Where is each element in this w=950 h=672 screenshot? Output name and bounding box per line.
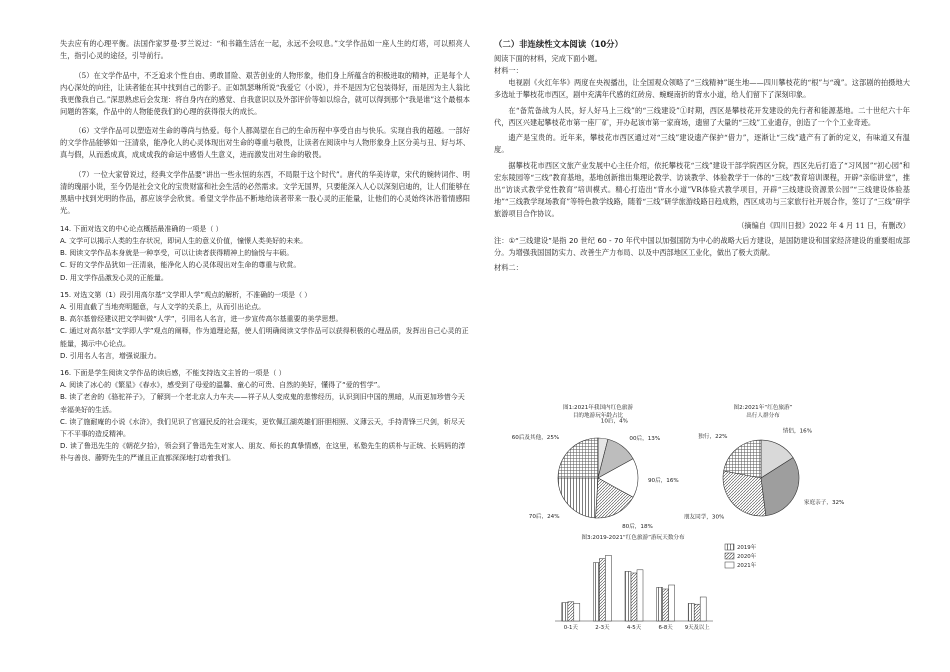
chart-1-age-pie bbox=[511, 400, 679, 540]
material-1-paragraph-3: 遗产是宝贵的。近年来，攀枝花市西区通过对“三线”建设遗产保护“借力”，逐渐让“三线”遗产有了新的定义，有味道又有温度。 bbox=[494, 133, 910, 155]
question-14: 14. 下面对选文的中心论点概括最准确的一项是（ ） bbox=[60, 224, 223, 233]
pie-label-4: 80后，18% bbox=[622, 523, 653, 530]
bar-category-label: 0-1天 bbox=[563, 625, 578, 631]
pie-label-2: 家庭亲子，32% bbox=[803, 500, 845, 507]
q15-option-b: B. 高尔基曾经建议把文学叫做“人学”，引用名人名言，进一步宣传高尔基重要的美学思想。 bbox=[60, 315, 343, 324]
pie-title-line-2: 目的地游玩年龄占比 bbox=[572, 413, 624, 419]
material-1-source: （摘编自《四川日报》2022 年 4 月 11 日，有删改） bbox=[737, 220, 910, 230]
q16-option-a: A. 阅读了冰心的《繁星》《春水》，感受到了母爱的温馨、童心的可贵、自然的美好，懂得了“爱的哲学”。 bbox=[60, 381, 385, 390]
bar-5-1 bbox=[688, 603, 694, 621]
right-column bbox=[494, 38, 910, 273]
question-15: 15. 对选文第（1）段引用高尔基“文学即人学”观点的解析，不准确的一项是（ ） bbox=[60, 290, 312, 299]
pie-label-3: 朋友同学，30% bbox=[683, 514, 725, 521]
bar-category-label: 2-3天 bbox=[595, 625, 610, 631]
question-16: 16. 下面是学生阅读文学作品的读后感，不能支持选文主旨的一项是（ ） bbox=[60, 369, 286, 378]
bar-3-2 bbox=[631, 573, 637, 621]
bar-2-1 bbox=[593, 563, 599, 621]
material-1-label: 材料一： bbox=[494, 65, 523, 75]
legend-swatch-1 bbox=[725, 544, 734, 550]
section-title: （二）非连续性文本阅读（10分） bbox=[494, 39, 623, 49]
footnote: 注：①“三线建设”是指 20 世纪 60 - 70 年代中国以加强国防为中心的战略大后方建设，是国防建设和国家经济建设的重要组成部分。为增强我国国防实力、改善生产力布局、以及中西部地区工业化，做出了极大贡献。 bbox=[494, 235, 910, 257]
q15-option-c: C. 通过对高尔基“文学即人学”观点的阐释，作为道理论据，使人们明确阅读文学作品可以获得积极的心理品质，发挥出自己心灵的正能量，揭示中心论点。 bbox=[60, 327, 469, 348]
pie-slice-6 bbox=[558, 438, 598, 478]
pie-label-1: 10后，4% bbox=[600, 418, 628, 425]
q16-option-c: C. 读了施耐庵的小说《水浒》，我们见识了官逼民反的社会现实，更钦佩江湖英雄们肝胆相照、义薄云天，手持青锋三尺剑，斩尽天下不平事的造反精神。 bbox=[60, 417, 465, 439]
pie-title: 图2:2021年“红色旅游” bbox=[733, 405, 793, 411]
bar-category-label: 9天及以上 bbox=[684, 625, 710, 631]
bar-2-3 bbox=[605, 555, 611, 621]
pie-label-5: 70后，24% bbox=[528, 514, 560, 521]
bar-2-2 bbox=[599, 559, 605, 621]
material-1-paragraph-1: 电视剧《火红年华》两度在央视播出，让全国观众领略了“三线精神”诞生地——四川攀枝花的“根”与“魂”。这部剧的拍摄地大多选址于攀枝花市西区，剧中充满年代感的红砖房、蜿蜒南折的背水小道，给人们留下了深刻印象。 bbox=[494, 77, 910, 99]
pie-label-4: 独行，22% bbox=[698, 433, 728, 440]
legend-label-2: 2020年 bbox=[737, 554, 757, 560]
pie-label-2: 00后，13% bbox=[629, 436, 661, 443]
q15-option-d: D. 引用名人名言，增强说服力。 bbox=[60, 351, 161, 360]
legend-swatch-2 bbox=[725, 553, 734, 559]
q14-option-b: B. 阅读文学作品本身就是一种享受，可以让读者获得精神上的愉悦与丰硕。 bbox=[60, 249, 294, 258]
left-paragraph-7: （7）一位大家曾说过，经典文学作品要“讲出一些永恒的东西，不局限于这个时代”。唐代的华美诗章，宋代的婉转词作、明清的瑰丽小说，至今仍是社会文化的宝贵财富和社会生活的必然需求。文学无国界，只要能深入人心以深刻启迪的，让人们能够在黑暗中找到光明的作品，都应该学会欣赏。希望文学作品不断地给读者带来一股心灵的正能量，让他们的心灵始终沐浴着情感阳光。 bbox=[60, 170, 470, 215]
left-paragraph-6: （6）文学作品可以塑造对生命的尊尚与热爱。每个人都渴望在自己的生命历程中享受自由与快乐。实现自我的超越。一部好的文学作品能够如一汪清泉，能净化人的心灵体现出对生命的尊重与敬畏，让读者在阅读中与人物形象身上区分美与丑、好与坏、真与假，从而悉成真，成成成我的命运中感悟人生意义，进而激发出对生命的敬畏。 bbox=[60, 126, 470, 160]
q16-option-b: B. 读了老舍的《骆驼祥子》，了解到一个老北京人力车夫——祥子从人变成鬼的悲惨经历，认识到旧中国的黑暗，从而更加珍惜今天幸福美好的生活。 bbox=[60, 393, 465, 414]
legend-swatch-3 bbox=[725, 562, 734, 568]
bar-title: 图3:2019-2021“红色旅游”游玩天数分布 bbox=[581, 535, 685, 541]
pie-slice-5 bbox=[558, 478, 598, 518]
q16-option-d: D. 读了鲁迅先生的《朝花夕拾》，领会到了鲁迅先生对家人、朋友、师长的真挚情感，在这里，私塾先生的质朴与正统、长妈妈的淳朴与善良、藤野先生的严谨且正直都深深地打动着我们。 bbox=[60, 442, 466, 463]
bar-category-label: 4-5天 bbox=[626, 625, 642, 631]
material-2-charts bbox=[511, 400, 845, 631]
bar-category-label: 6-8天 bbox=[658, 625, 673, 631]
bar-5-3 bbox=[700, 597, 706, 621]
bar-1-2 bbox=[568, 602, 574, 621]
material-1-paragraph-4: 据攀枝花市西区文旅产业发展中心主任介绍，依托攀枝花“三线”建设干部学院西区分院，西区先后打造了“习风园”“初心园”和宏东陵园等“三线”教育基地，基地创新推出集理论教学、访谈教学、体验教学于一体的“三线”教育培训课程，开辟“亲临讲堂”，推出“访谈式教学党性教育”培训模式。精心打造出“背水小道”VR体验式教学项目，开辟“三线建设资源景公园”“三线建设体验基地”“三线教学现场教育”等特色教学线路，随着“三线”研学旅游线路日趋成熟，西区成功与三家旅行社开展合作，签订了“三线”研学旅游项目合作协议。 bbox=[494, 161, 910, 218]
legend-label-3: 2021年 bbox=[737, 563, 757, 569]
chart-2-crowd-pie bbox=[683, 400, 843, 540]
left-column bbox=[60, 38, 470, 465]
pie-label-1: 情侣，16% bbox=[782, 428, 813, 435]
bar-1-1 bbox=[562, 603, 568, 621]
bar-4-2 bbox=[663, 589, 669, 621]
pie-title: 图1:2021年我国内红色旅游 bbox=[562, 405, 634, 411]
chart-3-days-bar bbox=[543, 535, 783, 630]
q14-option-d: D. 用文学作品激发心灵的正能量。 bbox=[60, 273, 168, 282]
left-paragraph-1: 失去应有的心理平衡。法国作家罗曼·罗兰说过：“和书籍生活在一起，永远不会叹息。”文学作品如一座人生的灯塔，可以照亮人生，指引心灵的途径，引导前行。 bbox=[60, 39, 470, 60]
bar-4-1 bbox=[657, 587, 663, 621]
legend-label-1: 2019年 bbox=[737, 545, 757, 551]
pie-label-6: 60后及其他，25% bbox=[511, 435, 560, 442]
material-1-paragraph-2: 在“备荒备战为人民，好人好马上三线”的“三线建设”①时期，西区是攀枝花开发建设的先行者和能源基地。二十世纪六十年代，西区兴建起攀枝花市第一座厂矿，开办起该市第一家商场，遗留了大量的“三线”工业遗存，创造了一个个工业奇迹。 bbox=[494, 105, 910, 127]
q14-option-a: A. 文学可以揭示人类的生存状况，即词人生的意义价值，憧憬人类美好的未来。 bbox=[60, 236, 308, 245]
bar-3-1 bbox=[625, 571, 631, 621]
bar-3-3 bbox=[637, 570, 643, 621]
bar-1-3 bbox=[574, 603, 580, 621]
instruction: 阅读下面的材料，完成下面小题。 bbox=[494, 54, 602, 63]
left-paragraph-5: （5）在文学作品中，不乏追求个性自由、勇敢冒险、艰苦创业的人物形象，他们身上所蕴含的积极进取的精神，正是每个人内心深处的向往，让读者能在其中找到自己的影子。正如凯瑟琳所说“我爱它（小说），并不是因为它包装得好，而是因为主人翁比我更像我自己。”深思熟虑后会发现：将自身内在的感觉、自我意识以及外部评价等如以综合，就可以得到那个“我是谁”这个最根本问题的答案，作品中的人物能使我们的心理的获得很大的成长。 bbox=[60, 70, 470, 116]
q14-option-c: C. 好的文学作品犹如一汪清泉，能净化人的心灵体现出对生命的尊重与欣赏。 bbox=[60, 261, 301, 270]
q15-option-a: A. 引用直截了当地亮明题意，与人文学的关系上，从而引出论点。 bbox=[60, 303, 266, 311]
pie-title-line-2: 出行人群分布 bbox=[746, 413, 780, 419]
bar-5-2 bbox=[694, 604, 700, 621]
bar-4-3 bbox=[669, 585, 675, 621]
material-2-label: 材料二： bbox=[494, 262, 523, 272]
pie-label-3: 90后，16% bbox=[648, 478, 679, 484]
